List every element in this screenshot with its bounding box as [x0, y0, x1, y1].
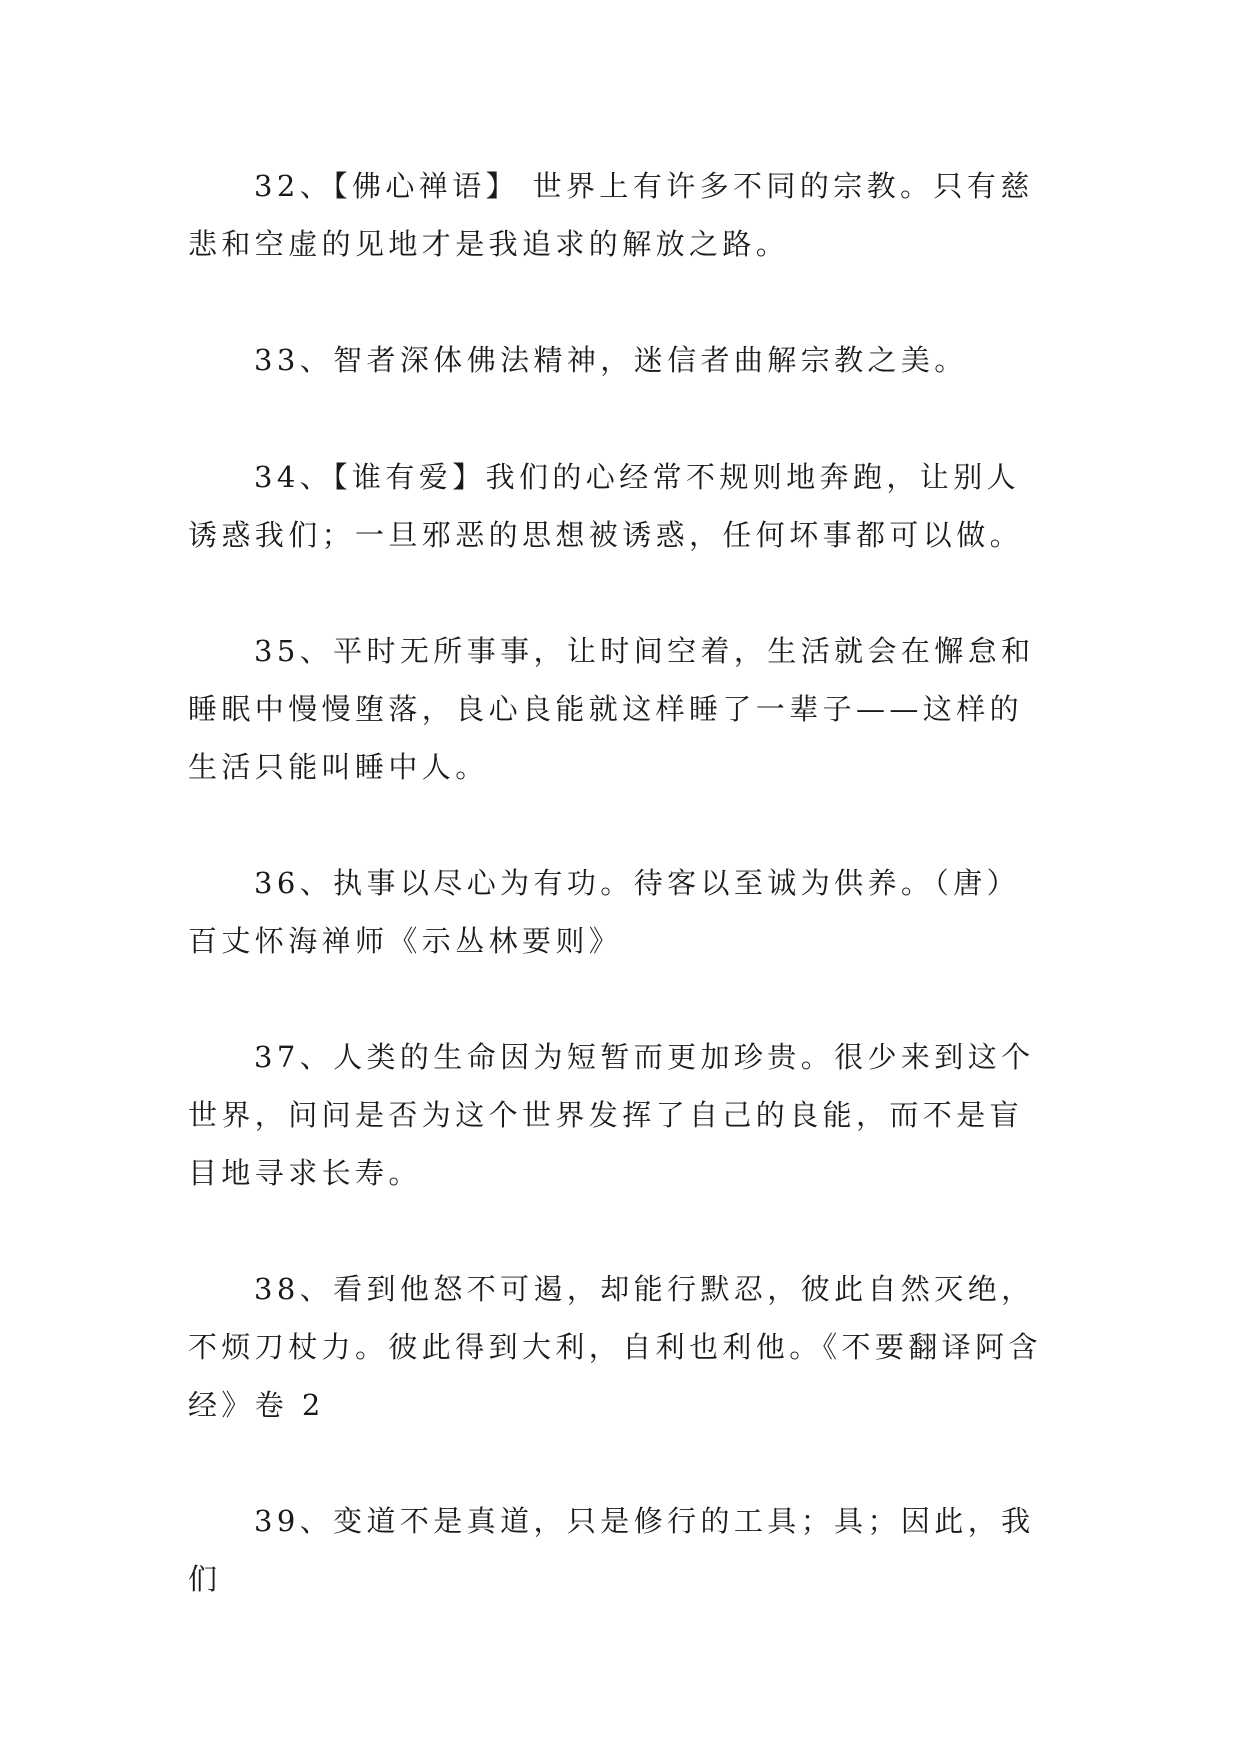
paragraph-32: 32、【佛心禅语】 世界上有许多不同的宗教。只有慈悲和空虚的见地才是我追求的解放之路。 — [188, 169, 1034, 261]
paragraph-39: 39、变道不是真道，只是修行的工具；具；因此，我们 — [188, 1504, 1035, 1596]
paragraph-37: 37、人类的生命因为短暂而更加珍贵。很少来到这个世界，问问是否为这个世界发挥了自己的良能，而不是盲目地寻求长寿。 — [188, 1040, 1035, 1190]
paragraph-36: 36、执事以尽心为有功。待客以至诚为供养。（唐）百丈怀海禅师《示丛林要则》 — [188, 866, 1021, 958]
paragraph-33: 33、智者深体佛法精神，迷信者曲解宗教之美。 — [254, 343, 968, 377]
paragraph-35: 35、平时无所事事，让时间空着，生活就会在懈怠和睡眠中慢慢堕落，良心良能就这样睡了一辈子——这样的生活只能叫睡中人。 — [188, 634, 1035, 784]
paragraph-34: 34、【谁有爱】我们的心经常不规则地奔跑，让别人诱惑我们；一旦邪恶的思想被诱惑，任何坏事都可以做。 — [188, 460, 1024, 552]
paragraph-38: 38、看到他怒不可遏，却能行默忍，彼此自然灭绝，不烦刀杖力。彼此得到大利，自利也利他。《不要翻译阿含经》卷 2 — [188, 1272, 1042, 1422]
